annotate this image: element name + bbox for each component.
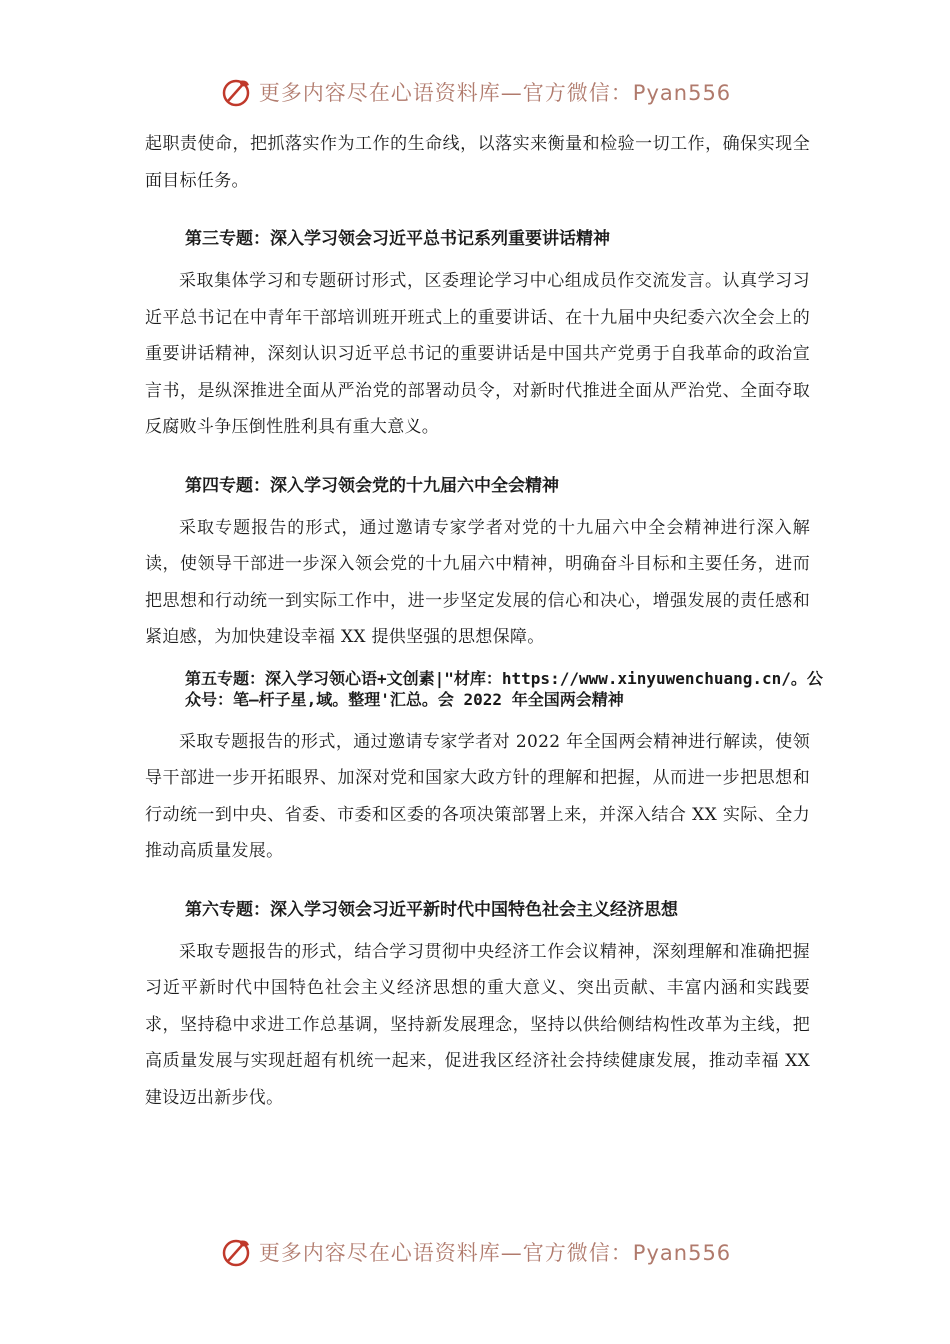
banner-text: 更多内容尽在心语资料库—官方微信：Pyan556 [258,81,732,105]
brand-logo-icon [219,75,253,109]
section-heading: 第六专题：深入学习领会习近平新时代中国特色社会主义经济思想 [185,899,678,920]
brand-logo-icon [219,1235,253,1269]
paragraph: 采取专题报告的形式，通过邀请专家学者对 2022 年全国两会精神进行解读，使领导干部进一步开拓眼界、加深对党和国家大政方针的理解和把握，从而进一步把思想和行动统一到中央、省委、市委和区委的各项决策部署上来，并深入结合 XX 实际、全力推动高质量发展。 [145,731,810,861]
document-body [145,126,823,1116]
paragraph: 采取专题报告的形式，结合学习贯彻中央经济工作会议精神，深刻理解和准确把握习近平新时代中国特色社会主义经济思想的重大意义、突出贡献、丰富内涵和实践要求，坚持稳中求进工作总基调，坚持新发展理念，坚持以供给侧结构性改革为主线，把高质量发展与实现赶超有机统一起来，促进我区经济社会持续健康发展，推动幸福 XX 建设迈出新步伐。 [145,941,810,1108]
section-heading: 第三专题：深入学习领会习近平总书记系列重要讲话精神 [185,229,610,249]
header-banner [0,72,950,112]
banner-text: 更多内容尽在心语资料库—官方微信：Pyan556 [258,1241,732,1265]
section-heading: 第五专题：深入学习领心语+文创素|"材库：https://www.xinyuwenchuang.cn/。公众号：笔—杆子星,域。整理'汇总。会 2022 年全国两会精神 [185,668,823,709]
footer-banner [0,1232,950,1272]
paragraph: 采取集体学习和专题研讨形式，区委理论学习中心组成员作交流发言。认真学习习近平总书记在中青年干部培训班开班式上的重要讲话、在十九届中央纪委六次全会上的重要讲话精神，深刻认识习近平总书记的重要讲话是中国共产党勇于自我革命的政治宣言书，是纵深推进全面从严治党的部署动员令，对新时代推进全面从严治党、全面夺取反腐败斗争压倒性胜利具有重大意义。 [145,271,810,437]
paragraph: 采取专题报告的形式，通过邀请专家学者对党的十九届六中全会精神进行深入解读，使领导干部进一步深入领会党的十九届六中精神，明确奋斗目标和主要任务，进而把思想和行动统一到实际工作中，进一步坚定发展的信心和决心，增强发展的责任感和紧迫感，为加快建设幸福 XX 提供坚强的思想保障。 [145,517,810,647]
section-heading: 第四专题：深入学习领会党的十九届六中全会精神 [185,475,559,496]
paragraph: 起职责使命，把抓落实作为工作的生命线，以落实来衡量和检验一切工作，确保实现全面目标任务。 [145,134,810,191]
